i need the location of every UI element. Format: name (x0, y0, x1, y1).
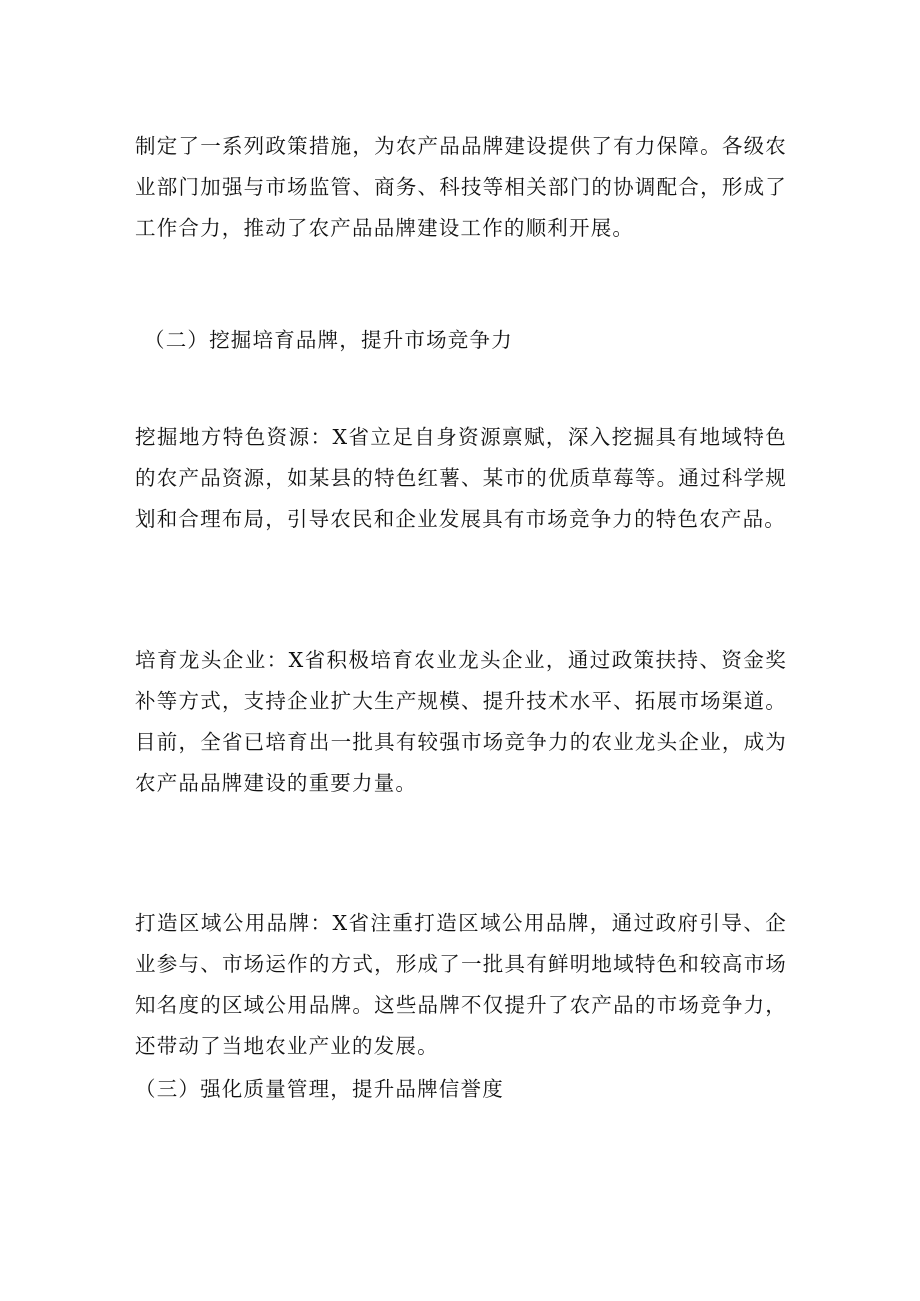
paragraph-policy-support: 制定了一系列政策措施，为农产品品牌建设提供了有力保障。各级农业部门加强与市场监管、商务、科技等相关部门的协调配合，形成了工作合力，推动了农产品品牌建设工作的顺利开展。 (135, 134, 787, 240)
paragraph-local-resources: 挖掘地方特色资源：X省立足自身资源禀赋，深入挖掘具有地域特色的农产品资源，如某县的特色红薯、某市的优质草莓等。通过科学规划和合理布局，引导农民和企业发展具有市场竞争力的特色农产品。 (135, 425, 787, 531)
paragraph-leading-enterprises: 培育龙头企业：X省积极培育农业龙头企业，通过政策扶持、资金奖补等方式，支持企业扩大生产规模、提升技术水平、拓展市场渠道。目前，全省已培育出一批具有较强市场竞争力的农业龙头企业，成为农产品品牌建设的重要力量。 (135, 648, 787, 795)
paragraph-regional-brands: 打造区域公用品牌：X省注重打造区域公用品牌，通过政府引导、企业参与、市场运作的方式，形成了一批具有鲜明地域特色和较高市场知名度的区域公用品牌。这些品牌不仅提升了农产品的市场竞争力，还带动了当地农业产业的发展。 (135, 911, 787, 1058)
section-heading-2: （二）挖掘培育品牌，提升市场竞争力 (144, 328, 513, 352)
section-heading-3: （三）强化质量管理，提升品牌信誉度 (135, 1077, 504, 1101)
